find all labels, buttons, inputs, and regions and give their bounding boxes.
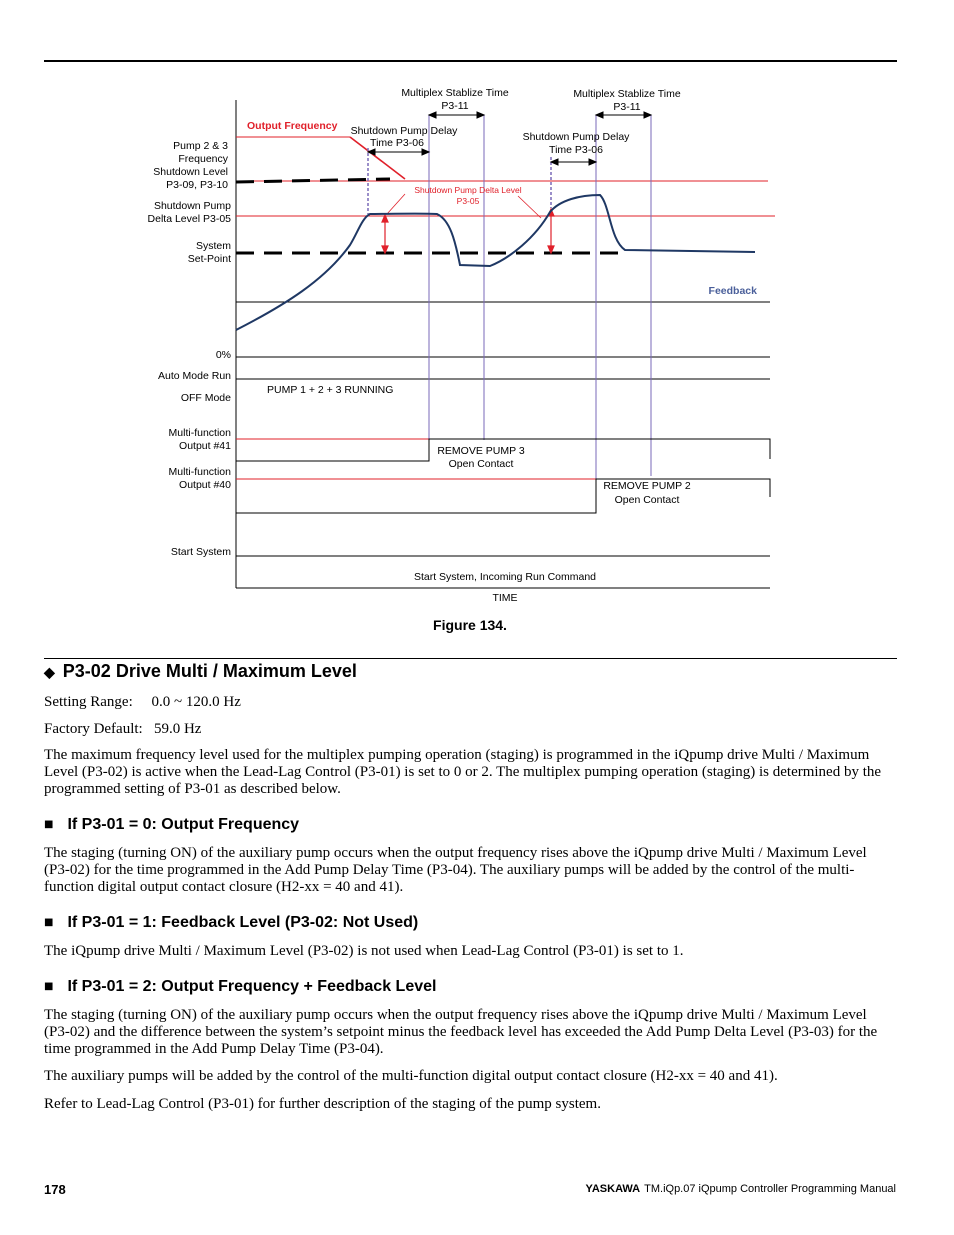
square-bullet-icon: ■ [44, 981, 54, 992]
label-mfo41-1: Multi-function [168, 427, 231, 439]
delta-level-label-2: P3-05 [456, 196, 480, 206]
label-pump23-2: Frequency [178, 153, 228, 165]
delay2-label-1: Shutdown Pump Delay [522, 131, 630, 143]
section-rule [44, 658, 897, 659]
delay2-arrow [551, 159, 596, 165]
section-title: P3-02 Drive Multi / Maximum Level [62, 661, 357, 681]
label-pump23-4: P3-09, P3-10 [166, 179, 228, 191]
aux-paragraph: The auxiliary pumps will be added by the control of the multi-function digital output contact closure (H2-xx = 40 and 41). [44, 1068, 778, 1084]
delay1-label-2: Time P3-06 [370, 137, 424, 149]
footer-manual: TM.iQp.07 iQpump Controller Programming Manual [644, 1183, 896, 1195]
diamond-bullet-icon: ◆ [44, 664, 55, 680]
subsection-2-text: The iQpump drive Multi / Maximum Level (P3-02) is not used when Lead-Lag Control (P3-01) is set to 1. [44, 943, 684, 959]
footer-brand: YASKAWA [585, 1183, 641, 1195]
output-frequency-label: Output Frequency [247, 120, 338, 132]
label-pump23-3: Shutdown Level [153, 166, 228, 178]
label-mfo40-2: Output #40 [179, 479, 231, 491]
refer-paragraph: Refer to Lead-Lag Control (P3-01) for further description of the staging of the pump system. [44, 1096, 601, 1112]
delay1-arrow [368, 149, 429, 155]
delay2-label-2: Time P3-06 [549, 144, 603, 156]
time-axis-label: TIME [492, 592, 518, 604]
subsection-1-title: If P3-01 = 0: Output Frequency [67, 816, 300, 833]
timing-diagram [0, 0, 954, 610]
subsection-3-title: If P3-01 = 2: Output Frequency + Feedback Level [67, 978, 437, 995]
delta-callout-leader1 [387, 194, 405, 214]
feedback-curve [236, 195, 755, 330]
section-heading [44, 661, 357, 682]
label-zero: 0% [215, 349, 231, 361]
multiplex1-label-1: Multiplex Stablize Time [401, 87, 509, 99]
multiplex2-label-1: Multiplex Stablize Time [573, 88, 681, 100]
subsection-2-heading [44, 914, 418, 932]
label-off-mode: OFF Mode [180, 392, 231, 404]
delta-level-label-1: Shutdown Pump Delta Level [414, 185, 522, 195]
factory-default: Factory Default: 59.0 Hz [44, 721, 202, 737]
feedback-label: Feedback [708, 285, 757, 297]
label-setpoint-1: System [195, 240, 231, 252]
figure-caption: Figure 134. [433, 617, 507, 633]
delta-callout-leader2 [518, 196, 541, 218]
remove3-label-1: REMOVE PUMP 3 [437, 445, 525, 457]
label-shutdown-delta-1: Shutdown Pump [153, 200, 231, 212]
square-bullet-icon: ■ [44, 819, 54, 830]
subsection-3-heading [44, 978, 436, 996]
subsection-1-heading [44, 816, 299, 834]
delta1-red-arrow [382, 215, 388, 253]
setting-range: Setting Range: 0.0 ~ 120.0 Hz [44, 694, 241, 710]
delay1-label-1: Shutdown Pump Delay [350, 125, 458, 137]
pumps-running-label: PUMP 1 + 2 + 3 RUNNING [267, 384, 394, 396]
subsection-3-text: The staging (turning ON) of the auxiliary pump occurs when the output frequency rises above the iQpump drive Multi / Maximum Level (P3-02) and the difference between the system’s setpoint minus the feedback level has exceeded the Add Pump Delta Level (P3-03) for the time programmed in the Add Pump Delay Time (P3-04). [44, 1007, 878, 1057]
multiplex2-label-2: P3-11 [613, 101, 641, 113]
stabilize1-arrow [429, 112, 484, 118]
page-number: 178 [44, 1182, 66, 1197]
square-bullet-icon: ■ [44, 917, 54, 928]
remove2-label-2: Open Contact [614, 494, 680, 506]
footer-title [586, 1183, 896, 1195]
label-mfo40-1: Multi-function [168, 466, 231, 478]
label-auto-run: Auto Mode Run [158, 370, 231, 382]
subsection-2-title: If P3-01 = 1: Feedback Level (P3-02: Not Used) [67, 914, 419, 931]
start-incoming-label: Start System, Incoming Run Command [413, 571, 597, 583]
remove2-label-1: REMOVE PUMP 2 [603, 480, 691, 492]
multiplex1-label-2: P3-11 [441, 100, 469, 112]
remove3-label-2: Open Contact [448, 458, 514, 470]
label-pump23-1: Pump 2 & 3 [173, 140, 228, 152]
output41-signal [236, 439, 429, 461]
label-shutdown-delta-2: Delta Level P3-05 [147, 213, 231, 225]
label-setpoint-2: Set-Point [187, 253, 231, 265]
label-mfo41-2: Output #41 [179, 440, 231, 452]
label-start-system: Start System [170, 546, 231, 558]
subsection-1-text: The staging (turning ON) of the auxiliary pump occurs when the output frequency rises above the iQpump drive Multi / Maximum Level (P3-02) for the time programmed in the Add Pump Delay Time (P3-04). The auxiliary pumps will be added by the control of the multi-function digital output contact closure (H2-xx = 40 and 41). [44, 845, 867, 895]
intro-paragraph: The maximum frequency level used for the multiplex pumping operation (staging) is programmed in the iQpump drive Multi / Maximum Level (P3-02) is active when the Lead-Lag Control (P3-01) is set to 0 or 2. The multiplex pumping operation (staging) is determined by the programmed setting of P3-01 as described below. [44, 747, 882, 797]
